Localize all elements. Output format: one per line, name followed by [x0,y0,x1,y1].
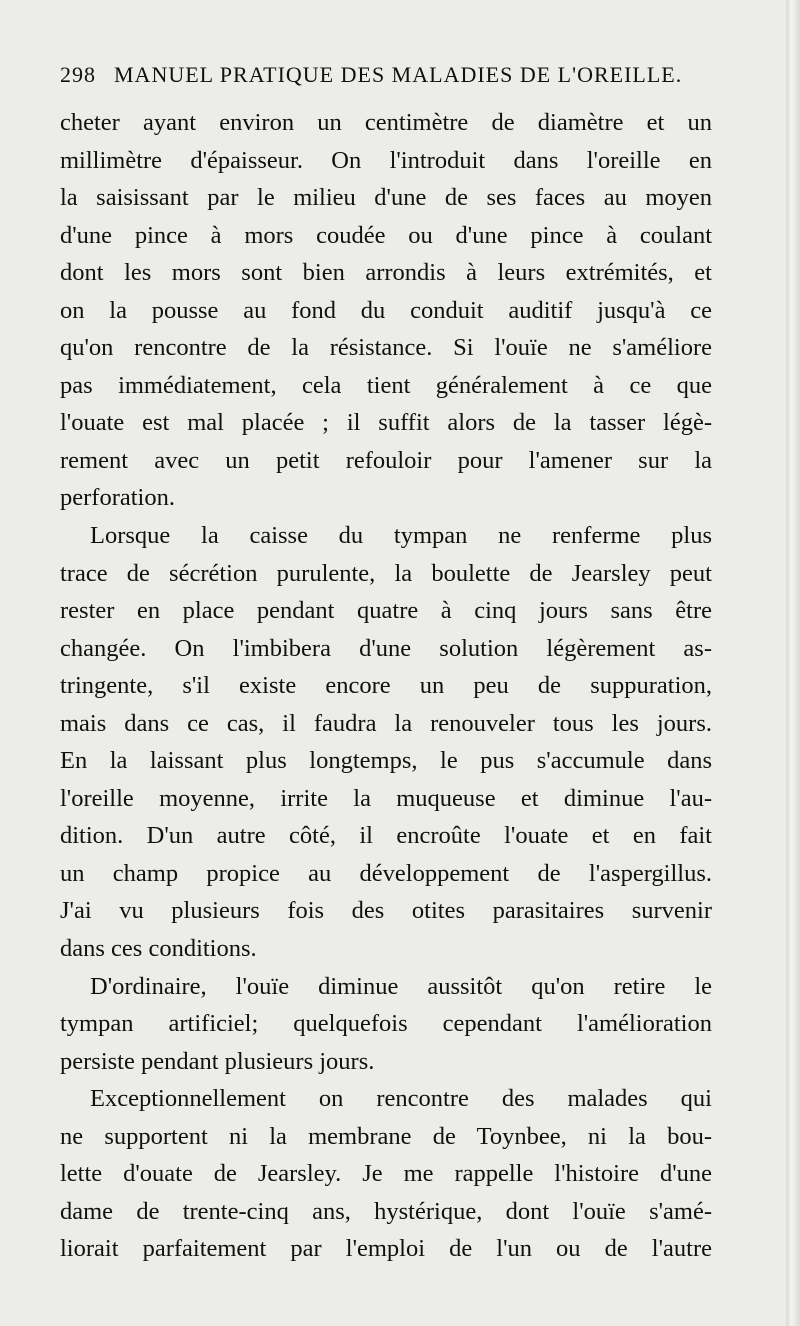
text-line: changée. On l'imbibera d'une solution légèrement as- [60,634,712,662]
text-line: tympan artificiel; quelquefois cependant l'amélioration [60,1010,712,1038]
text-line: cheter ayant environ un centimètre de diamètre et un [60,109,712,136]
text-line: d'une pince à mors coudée ou d'une pince à coulant [60,221,712,249]
text-line: rester en place pendant quatre à cinq jours sans être [60,597,712,625]
text-line: dans ces conditions. [60,935,257,963]
text-line: millimètre d'épaisseur. On l'introduit dans l'oreille en [60,146,712,174]
text-line: lette d'ouate de Jearsley. Je me rappelle l'histoire d'une [60,1160,712,1188]
text-line: J'ai vu plusieurs fois des otites parasitaires survenir [60,897,712,925]
paragraph-start-line: Lorsque la caisse du tympan ne renferme plus [90,522,712,550]
text-line: l'oreille moyenne, irrite la muqueuse et diminue l'au- [60,784,712,812]
text-line: persiste pendant plusieurs jours. [60,1047,375,1075]
text-line: dont les mors sont bien arrondis à leurs extrémités, et [60,259,712,287]
text-line: l'ouate est mal placée ; il suffit alors de la tasser légè- [60,409,712,437]
body-text [60,104,712,1268]
paragraph-start-line: Exceptionnellement on rencontre des malades qui [90,1085,712,1113]
text-line: rement avec un petit refouloir pour l'amener sur la [60,446,712,474]
text-line: mais dans ce cas, il faudra la renouveler tous les jours. [60,709,712,737]
text-line: trace de sécrétion purulente, la boulette de Jearsley peut [60,559,712,587]
page-number: 298 [60,62,96,87]
text-line: la saisissant par le milieu d'une de ses faces au moyen [60,184,712,212]
text-line: perforation. [60,484,175,512]
text-line: on la pousse au fond du conduit auditif jusqu'à ce [60,296,712,324]
text-line: tringente, s'il existe encore un peu de suppuration, [60,672,712,700]
running-header [60,62,692,88]
text-line: ne supportent ni la membrane de Toynbee, ni la bou- [60,1122,712,1150]
text-line: dame de trente-cinq ans, hystérique, dont l'ouïe s'amé- [60,1197,712,1225]
text-line: un champ propice au développement de l'aspergillus. [60,859,712,887]
paragraph-start-line: D'ordinaire, l'ouïe diminue aussitôt qu'on retire le [90,972,712,1000]
text-line: qu'on rencontre de la résistance. Si l'ouïe ne s'améliore [60,334,712,362]
page-edge [786,0,800,1326]
text-line: pas immédiatement, cela tient généralement à ce que [60,371,712,399]
text-line: En la laissant plus longtemps, le pus s'accumule dans [60,747,712,775]
text-line: dition. D'un autre côté, il encroûte l'ouate et en fait [60,822,712,850]
text-line: liorait parfaitement par l'emploi de l'un ou de l'autre [60,1235,712,1263]
running-title: MANUEL PRATIQUE DES MALADIES DE L'OREILLE. [114,62,683,87]
